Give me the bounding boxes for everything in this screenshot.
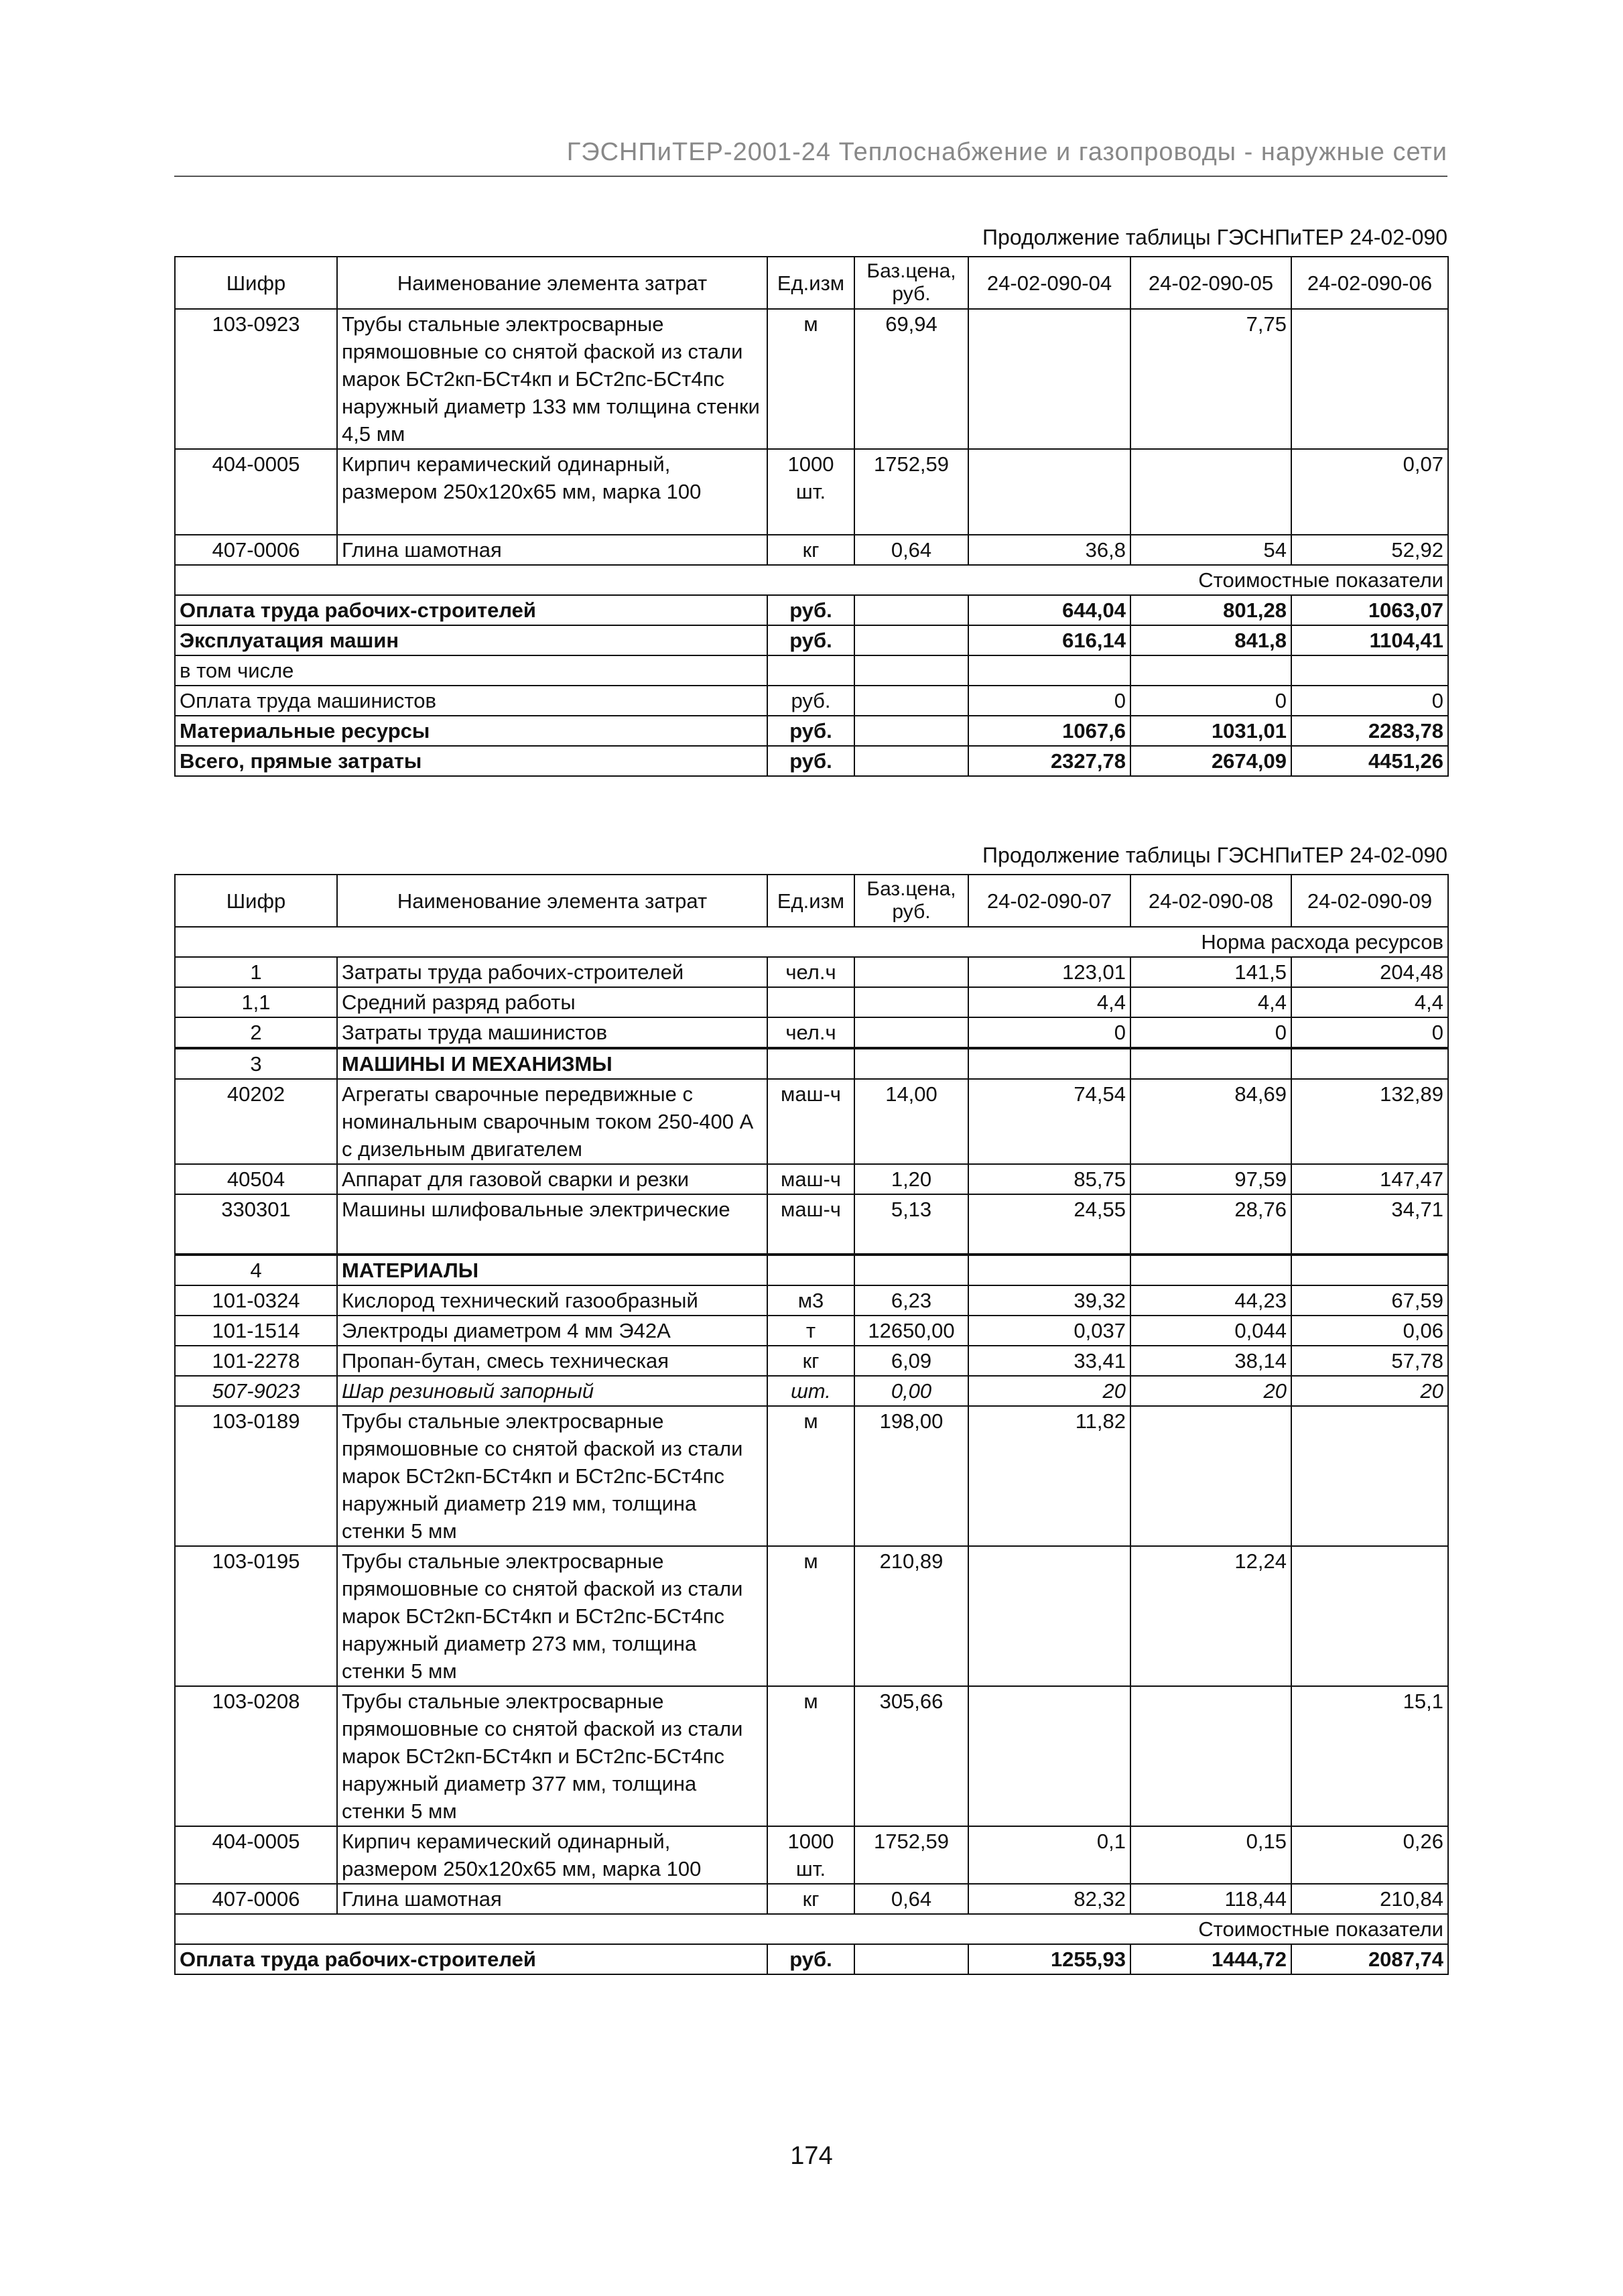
cost-value	[968, 655, 1130, 686]
value-cell: 85,75	[968, 1164, 1130, 1194]
resource-name: Кирпич керамический одинарный, размером 250х120х65 мм, марка 100	[337, 449, 767, 535]
table-row	[175, 1406, 1448, 1546]
value-cell: 28,76	[1130, 1194, 1291, 1255]
value-cell	[1291, 1255, 1448, 1285]
cost-value: 1255,93	[968, 1944, 1130, 1974]
resource-name: Агрегаты сварочные передвижные с номинальным сварочным током 250-400 А с дизельным двигателем	[337, 1079, 767, 1164]
resource-unit	[767, 1048, 854, 1079]
base-price	[854, 1048, 968, 1079]
value-cell: 34,71	[1291, 1194, 1448, 1255]
base-price: 0,64	[854, 1884, 968, 1914]
cost-unit	[767, 655, 854, 686]
resource-unit: м3	[767, 1285, 854, 1316]
base-price: 1,20	[854, 1164, 968, 1194]
page-number: 174	[790, 2142, 833, 2170]
base-price	[854, 987, 968, 1017]
base-price	[854, 1255, 968, 1285]
column-header: Наименование элемента затрат	[337, 875, 767, 927]
value-cell	[1291, 309, 1448, 449]
table-row	[175, 1546, 1448, 1686]
resource-unit: 1000 шт.	[767, 449, 854, 535]
base-price: 305,66	[854, 1686, 968, 1826]
cost-row	[175, 716, 1448, 746]
resource-name: Затраты труда машинистов	[337, 1017, 767, 1048]
value-cell: 36,8	[968, 535, 1130, 565]
resource-unit: м	[767, 1686, 854, 1826]
value-cell: 0,037	[968, 1316, 1130, 1346]
cost-name: Оплата труда рабочих-строителей	[175, 1944, 767, 1974]
column-header: Наименование элемента затрат	[337, 257, 767, 309]
value-cell: 0,26	[1291, 1826, 1448, 1884]
value-cell	[968, 1255, 1130, 1285]
resource-code: 103-0923	[175, 309, 337, 449]
resource-name: Трубы стальные электросварные прямошовные со снятой фаской из стали марок БСт2кп-БСт4кп и БСт2пс-БСт4пс наружный диаметр 273 мм, толщина стенки 5 мм	[337, 1546, 767, 1686]
column-header: Шифр	[175, 257, 337, 309]
cost-row	[175, 655, 1448, 686]
value-cell: 67,59	[1291, 1285, 1448, 1316]
value-cell	[1291, 1546, 1448, 1686]
base-price: 6,09	[854, 1346, 968, 1376]
value-cell: 11,82	[968, 1406, 1130, 1546]
value-cell: 57,78	[1291, 1346, 1448, 1376]
base-price: 210,89	[854, 1546, 968, 1686]
value-cell	[968, 309, 1130, 449]
cost-value: 1031,01	[1130, 716, 1291, 746]
value-cell: 204,48	[1291, 957, 1448, 987]
value-cell: 0,15	[1130, 1826, 1291, 1884]
column-header: Ед.изм	[767, 875, 854, 927]
value-cell	[968, 1686, 1130, 1826]
resource-code: 2	[175, 1017, 337, 1048]
cost-value: 2327,78	[968, 746, 1130, 776]
cost-name: Оплата труда рабочих-строителей	[175, 595, 767, 625]
value-cell: 4,4	[1130, 987, 1291, 1017]
resource-code: 103-0195	[175, 1546, 337, 1686]
resource-name: МАШИНЫ И МЕХАНИЗМЫ	[337, 1048, 767, 1079]
table-row	[175, 1194, 1448, 1255]
value-cell	[1130, 1048, 1291, 1079]
value-cell: 0,1	[968, 1826, 1130, 1884]
resource-name: Аппарат для газовой сварки и резки	[337, 1164, 767, 1194]
cost-row	[175, 686, 1448, 716]
resource-name: Трубы стальные электросварные прямошовные со снятой фаской из стали марок БСт2кп-БСт4кп и БСт2пс-БСт4пс наружный диаметр 219 мм, толщина стенки 5 мм	[337, 1406, 767, 1546]
value-cell: 38,14	[1130, 1346, 1291, 1376]
column-header: Баз.цена, руб.	[854, 875, 968, 927]
value-cell: 210,84	[1291, 1884, 1448, 1914]
cost-unit: руб.	[767, 716, 854, 746]
value-cell: 39,32	[968, 1285, 1130, 1316]
resource-code: 101-2278	[175, 1346, 337, 1376]
value-cell: 0,06	[1291, 1316, 1448, 1346]
cost-name: в том числе	[175, 655, 767, 686]
table-row	[175, 1164, 1448, 1194]
column-header: Баз.цена, руб.	[854, 257, 968, 309]
table-row	[175, 1346, 1448, 1376]
value-cell: 82,32	[968, 1884, 1130, 1914]
cost-row	[175, 595, 1448, 625]
value-cell	[1130, 1255, 1291, 1285]
base-price: 5,13	[854, 1194, 968, 1255]
table-row	[175, 1884, 1448, 1914]
resource-unit: т	[767, 1316, 854, 1346]
resource-unit: чел.ч	[767, 1017, 854, 1048]
value-cell	[1130, 1406, 1291, 1546]
table-row	[175, 987, 1448, 1017]
cost-value: 1444,72	[1130, 1944, 1291, 1974]
resource-code: 4	[175, 1255, 337, 1285]
value-cell: 52,92	[1291, 535, 1448, 565]
section-label: Стоимостные показатели	[175, 565, 1448, 595]
value-cell: 20	[1291, 1376, 1448, 1406]
resource-name: Кирпич керамический одинарный, размером 250х120х65 мм, марка 100	[337, 1826, 767, 1884]
table-row	[175, 309, 1448, 449]
cost-value: 801,28	[1130, 595, 1291, 625]
value-cell: 7,75	[1130, 309, 1291, 449]
base-price	[854, 1944, 968, 1974]
resource-name: Кислород технический газообразный	[337, 1285, 767, 1316]
base-price	[854, 625, 968, 655]
value-cell: 147,47	[1291, 1164, 1448, 1194]
table-row	[175, 1048, 1448, 1079]
resource-unit: м	[767, 1546, 854, 1686]
resource-unit: шт.	[767, 1376, 854, 1406]
resource-code: 103-0189	[175, 1406, 337, 1546]
column-header: 24-02-090-07	[968, 875, 1130, 927]
base-price: 12650,00	[854, 1316, 968, 1346]
value-cell: 12,24	[1130, 1546, 1291, 1686]
cost-value: 1104,41	[1291, 625, 1448, 655]
resource-name: Трубы стальные электросварные прямошовные со снятой фаской из стали марок БСт2кп-БСт4кп и БСт2пс-БСт4пс наружный диаметр 133 мм толщина стенки 4,5 мм	[337, 309, 767, 449]
column-header: Шифр	[175, 875, 337, 927]
resource-code: 507-9023	[175, 1376, 337, 1406]
cost-row	[175, 746, 1448, 776]
value-cell: 118,44	[1130, 1884, 1291, 1914]
resource-code: 407-0006	[175, 535, 337, 565]
value-cell: 33,41	[968, 1346, 1130, 1376]
resource-unit: маш-ч	[767, 1164, 854, 1194]
table2-caption: Продолжение таблицы ГЭСНПиТЕР 24-02-090	[982, 843, 1447, 867]
value-cell	[968, 449, 1130, 535]
resource-unit: кг	[767, 1346, 854, 1376]
resource-unit: кг	[767, 1884, 854, 1914]
value-cell	[968, 1546, 1130, 1686]
base-price: 0,64	[854, 535, 968, 565]
table-header-row	[175, 875, 1448, 927]
cost-unit: руб.	[767, 625, 854, 655]
column-header: 24-02-090-08	[1130, 875, 1291, 927]
cost-value: 616,14	[968, 625, 1130, 655]
table1-caption: Продолжение таблицы ГЭСНПиТЕР 24-02-090	[982, 225, 1447, 249]
resource-unit: 1000 шт.	[767, 1826, 854, 1884]
value-cell: 4,4	[968, 987, 1130, 1017]
resource-name: Шар резиновый запорный	[337, 1376, 767, 1406]
resource-code: 404-0005	[175, 1826, 337, 1884]
cost-unit: руб.	[767, 595, 854, 625]
cost-unit: руб.	[767, 1944, 854, 1974]
cost-value: 4451,26	[1291, 746, 1448, 776]
resource-code: 103-0208	[175, 1686, 337, 1826]
table-row	[175, 1376, 1448, 1406]
resource-unit: кг	[767, 535, 854, 565]
resource-name: МАТЕРИАЛЫ	[337, 1255, 767, 1285]
table-header-row	[175, 257, 1448, 309]
value-cell: 54	[1130, 535, 1291, 565]
resource-code: 40202	[175, 1079, 337, 1164]
cost-value	[1130, 655, 1291, 686]
cost-value: 1067,6	[968, 716, 1130, 746]
resource-unit: чел.ч	[767, 957, 854, 987]
base-price	[854, 686, 968, 716]
value-cell: 20	[1130, 1376, 1291, 1406]
cost-name: Эксплуатация машин	[175, 625, 767, 655]
resource-name: Затраты труда рабочих-строителей	[337, 957, 767, 987]
cost-row	[175, 1944, 1448, 1974]
norm-label-row	[175, 927, 1448, 957]
table2	[174, 874, 1449, 1975]
table-row	[175, 1285, 1448, 1316]
cost-value: 0	[1130, 686, 1291, 716]
base-price	[854, 716, 968, 746]
base-price: 14,00	[854, 1079, 968, 1164]
value-cell: 0	[1130, 1017, 1291, 1048]
section-label-row	[175, 1914, 1448, 1944]
cost-value: 644,04	[968, 595, 1130, 625]
resource-code: 40504	[175, 1164, 337, 1194]
value-cell	[1130, 449, 1291, 535]
base-price	[854, 655, 968, 686]
value-cell: 15,1	[1291, 1686, 1448, 1826]
norm-label: Норма расхода ресурсов	[175, 927, 1448, 957]
section-label: Стоимостные показатели	[175, 1914, 1448, 1944]
table-row	[175, 1017, 1448, 1048]
table-row	[175, 535, 1448, 565]
value-cell: 123,01	[968, 957, 1130, 987]
value-cell	[1291, 1048, 1448, 1079]
value-cell: 0,07	[1291, 449, 1448, 535]
cost-value: 2674,09	[1130, 746, 1291, 776]
value-cell: 0,044	[1130, 1316, 1291, 1346]
column-header: Ед.изм	[767, 257, 854, 309]
base-price	[854, 595, 968, 625]
resource-unit: м	[767, 309, 854, 449]
column-header: 24-02-090-04	[968, 257, 1130, 309]
value-cell: 0	[1291, 1017, 1448, 1048]
cost-value: 1063,07	[1291, 595, 1448, 625]
value-cell: 84,69	[1130, 1079, 1291, 1164]
cost-name: Всего, прямые затраты	[175, 746, 767, 776]
table-row	[175, 1079, 1448, 1164]
cost-value: 0	[1291, 686, 1448, 716]
resource-code: 404-0005	[175, 449, 337, 535]
cost-unit: руб.	[767, 746, 854, 776]
resource-name: Трубы стальные электросварные прямошовные со снятой фаской из стали марок БСт2кп-БСт4кп и БСт2пс-БСт4пс наружный диаметр 377 мм, толщина стенки 5 мм	[337, 1686, 767, 1826]
table-row	[175, 1316, 1448, 1346]
value-cell: 132,89	[1291, 1079, 1448, 1164]
value-cell: 141,5	[1130, 957, 1291, 987]
base-price: 198,00	[854, 1406, 968, 1546]
cost-name: Материальные ресурсы	[175, 716, 767, 746]
resource-name: Средний разряд работы	[337, 987, 767, 1017]
resource-unit: м	[767, 1406, 854, 1546]
resource-unit	[767, 987, 854, 1017]
column-header: 24-02-090-09	[1291, 875, 1448, 927]
cost-value: 2283,78	[1291, 716, 1448, 746]
resource-code: 407-0006	[175, 1884, 337, 1914]
value-cell	[968, 1048, 1130, 1079]
resource-code: 1	[175, 957, 337, 987]
base-price	[854, 746, 968, 776]
column-header: 24-02-090-06	[1291, 257, 1448, 309]
value-cell: 74,54	[968, 1079, 1130, 1164]
base-price: 1752,59	[854, 1826, 968, 1884]
base-price: 6,23	[854, 1285, 968, 1316]
section-label-row	[175, 565, 1448, 595]
header-rule	[174, 176, 1447, 177]
base-price: 69,94	[854, 309, 968, 449]
base-price: 1752,59	[854, 449, 968, 535]
value-cell	[1130, 1686, 1291, 1826]
base-price: 0,00	[854, 1376, 968, 1406]
column-header: 24-02-090-05	[1130, 257, 1291, 309]
cost-unit: руб.	[767, 686, 854, 716]
cost-value: 2087,74	[1291, 1944, 1448, 1974]
table-row	[175, 957, 1448, 987]
resource-name: Пропан-бутан, смесь техническая	[337, 1346, 767, 1376]
value-cell: 20	[968, 1376, 1130, 1406]
cost-value	[1291, 655, 1448, 686]
cost-name: Оплата труда машинистов	[175, 686, 767, 716]
resource-unit: маш-ч	[767, 1194, 854, 1255]
resource-unit	[767, 1255, 854, 1285]
value-cell: 44,23	[1130, 1285, 1291, 1316]
table1	[174, 256, 1449, 777]
cost-value: 841,8	[1130, 625, 1291, 655]
resource-name: Глина шамотная	[337, 1884, 767, 1914]
table-row	[175, 1686, 1448, 1826]
resource-name: Глина шамотная	[337, 535, 767, 565]
value-cell	[1291, 1406, 1448, 1546]
running-header: ГЭСНПиТЕР-2001-24 Теплоснабжение и газопроводы - наружные сети	[566, 138, 1447, 166]
table-row	[175, 1826, 1448, 1884]
resource-code: 101-0324	[175, 1285, 337, 1316]
table-row	[175, 1255, 1448, 1285]
resource-code: 3	[175, 1048, 337, 1079]
value-cell: 24,55	[968, 1194, 1130, 1255]
cost-row	[175, 625, 1448, 655]
resource-name: Машины шлифовальные электрические	[337, 1194, 767, 1255]
table-row	[175, 449, 1448, 535]
resource-name: Электроды диаметром 4 мм Э42А	[337, 1316, 767, 1346]
resource-code: 101-1514	[175, 1316, 337, 1346]
cost-value: 0	[968, 686, 1130, 716]
base-price	[854, 1017, 968, 1048]
resource-code: 330301	[175, 1194, 337, 1255]
resource-code: 1,1	[175, 987, 337, 1017]
value-cell: 0	[968, 1017, 1130, 1048]
base-price	[854, 957, 968, 987]
resource-unit: маш-ч	[767, 1079, 854, 1164]
value-cell: 97,59	[1130, 1164, 1291, 1194]
value-cell: 4,4	[1291, 987, 1448, 1017]
